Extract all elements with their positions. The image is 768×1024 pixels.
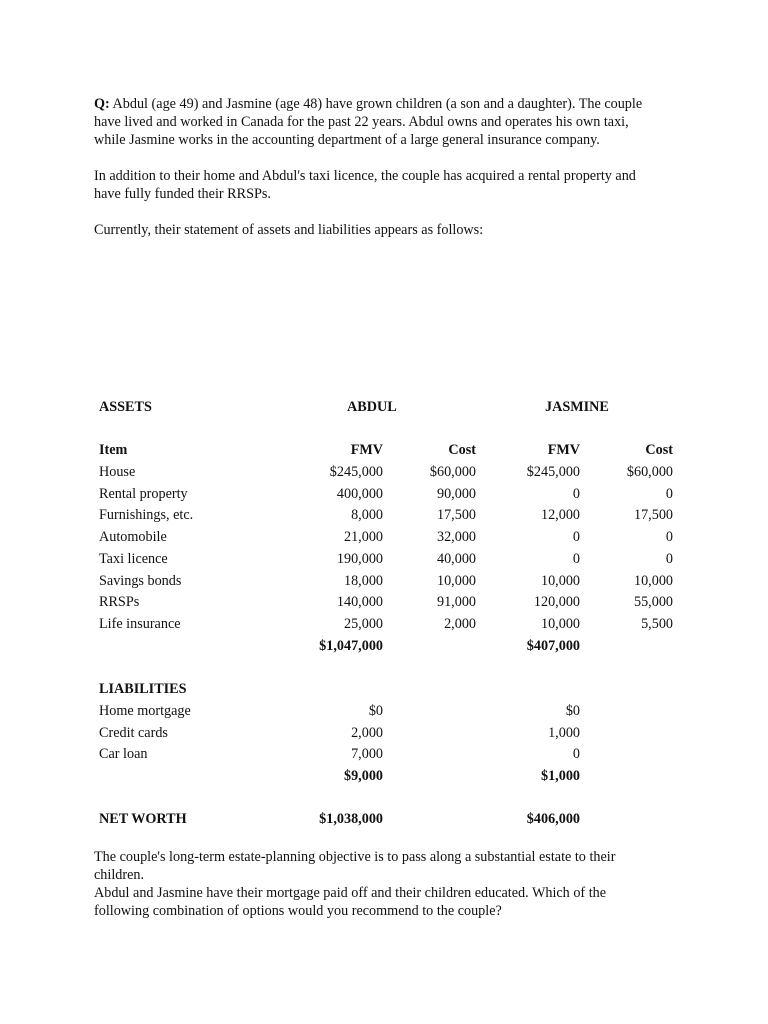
asset-item-label: House (99, 464, 136, 480)
col-jasmine-cost-header: Cost (645, 442, 673, 458)
col-abdul-fmv-header: FMV (350, 442, 383, 458)
asset-value-j-cost: 0 (665, 485, 673, 502)
asset-value-j-fmv: 0 (572, 550, 580, 567)
asset-value-j-cost: 0 (665, 529, 673, 546)
question-line-3: while Jasmine works in the accounting department of a large general insurance company. (94, 132, 600, 148)
net-worth-jasmine: $406,000 (526, 811, 580, 827)
asset-value-j-cost: 0 (665, 550, 673, 567)
asset-item-label: Taxi licence (99, 550, 168, 567)
asset-value-a-fmv: 8,000 (351, 507, 383, 524)
asset-item-label: Life insurance (99, 615, 181, 632)
asset-value-a-fmv: 25,000 (343, 615, 383, 632)
asset-value-a-fmv: 21,000 (343, 529, 383, 546)
asset-value-a-fmv: 18,000 (343, 572, 383, 589)
asset-value-a-cost: 10,000 (436, 572, 476, 589)
asset-value-a-fmv: $245,000 (329, 464, 383, 480)
closing-line-1: The couple's long-term estate-planning objective is to pass along a substantial estate to their (94, 849, 616, 865)
asset-value-a-cost: 90,000 (436, 485, 476, 502)
closing-line-3: Abdul and Jasmine have their mortgage paid off and their children educated. Which of the (94, 885, 607, 901)
closing-paragraph (94, 848, 694, 920)
asset-value-a-cost: 17,500 (436, 507, 476, 524)
asset-value-a-fmv: 140,000 (336, 594, 383, 611)
closing-line-2: children. (94, 867, 145, 883)
assets-heading: ASSETS (99, 399, 152, 415)
context-line-1: In addition to their home and Abdul's taxi licence, the couple has acquired a rental property and (94, 168, 636, 184)
asset-item-label: Rental property (99, 485, 188, 502)
asset-item-label: Savings bonds (99, 572, 182, 589)
asset-value-j-cost: 5,500 (641, 615, 673, 632)
asset-value-a-fmv: 190,000 (336, 550, 383, 567)
question-line-1 (94, 95, 694, 113)
asset-value-a-fmv: 400,000 (336, 485, 383, 502)
asset-value-j-fmv: 120,000 (533, 594, 580, 611)
asset-value-j-cost: 10,000 (633, 572, 673, 589)
liability-value-abdul: 2,000 (351, 724, 383, 741)
liability-value-jasmine: 1,000 (548, 724, 580, 741)
asset-value-j-fmv: 12,000 (540, 507, 580, 524)
liability-value-jasmine: $0 (565, 703, 580, 719)
question-label: Q: (94, 96, 110, 112)
asset-value-a-cost: $60,000 (429, 464, 476, 480)
liability-item-label: Credit cards (99, 724, 168, 741)
liabilities-total-jasmine: $1,000 (540, 768, 580, 784)
asset-item-label: Furnishings, etc. (99, 507, 194, 524)
asset-value-j-fmv: 10,000 (540, 572, 580, 589)
question-text-1: Abdul (age 49) and Jasmine (age 48) have grown children (a son and a daughter). The couple (109, 96, 643, 112)
jasmine-heading: JASMINE (545, 399, 609, 415)
asset-value-a-cost: 40,000 (436, 550, 476, 567)
liabilities-heading: LIABILITIES (99, 681, 187, 697)
asset-item-label: Automobile (99, 529, 167, 546)
assets-total-abdul: $1,047,000 (319, 638, 383, 654)
net-worth-abdul: $1,038,000 (319, 811, 383, 827)
asset-value-a-cost: 91,000 (436, 594, 476, 611)
asset-value-j-fmv: $245,000 (526, 464, 580, 480)
assets-total-jasmine: $407,000 (526, 638, 580, 654)
asset-value-j-fmv: 0 (572, 485, 580, 502)
asset-value-j-cost: $60,000 (626, 464, 673, 480)
asset-value-a-cost: 2,000 (444, 615, 476, 632)
liability-item-label: Home mortgage (99, 703, 191, 719)
asset-value-j-fmv: 10,000 (540, 615, 580, 632)
context-line-2: have fully funded their RRSPs. (94, 186, 271, 202)
question-paragraph (94, 95, 694, 149)
liability-value-abdul: 7,000 (351, 746, 383, 763)
liability-value-jasmine: 0 (572, 746, 580, 763)
question-line-2: have lived and worked in Canada for the past 22 years. Abdul owns and operates his own taxi, (94, 114, 629, 130)
asset-value-a-cost: 32,000 (436, 529, 476, 546)
context-paragraph (94, 167, 694, 203)
asset-value-j-cost: 17,500 (633, 507, 673, 524)
liability-value-abdul: $0 (368, 703, 383, 719)
liability-item-label: Car loan (99, 746, 148, 763)
col-abdul-cost-header: Cost (448, 442, 476, 458)
abdul-heading: ABDUL (347, 399, 397, 415)
asset-value-j-fmv: 0 (572, 529, 580, 546)
asset-item-label: RRSPs (99, 594, 140, 611)
statement-intro: Currently, their statement of assets and liabilities appears as follows: (94, 222, 484, 238)
net-worth-label: NET WORTH (99, 811, 187, 827)
liabilities-total-abdul: $9,000 (343, 768, 383, 784)
col-item-header: Item (99, 442, 128, 458)
asset-value-j-cost: 55,000 (633, 594, 673, 611)
col-jasmine-fmv-header: FMV (547, 442, 580, 458)
closing-line-4: following combination of options would you recommend to the couple? (94, 903, 502, 919)
